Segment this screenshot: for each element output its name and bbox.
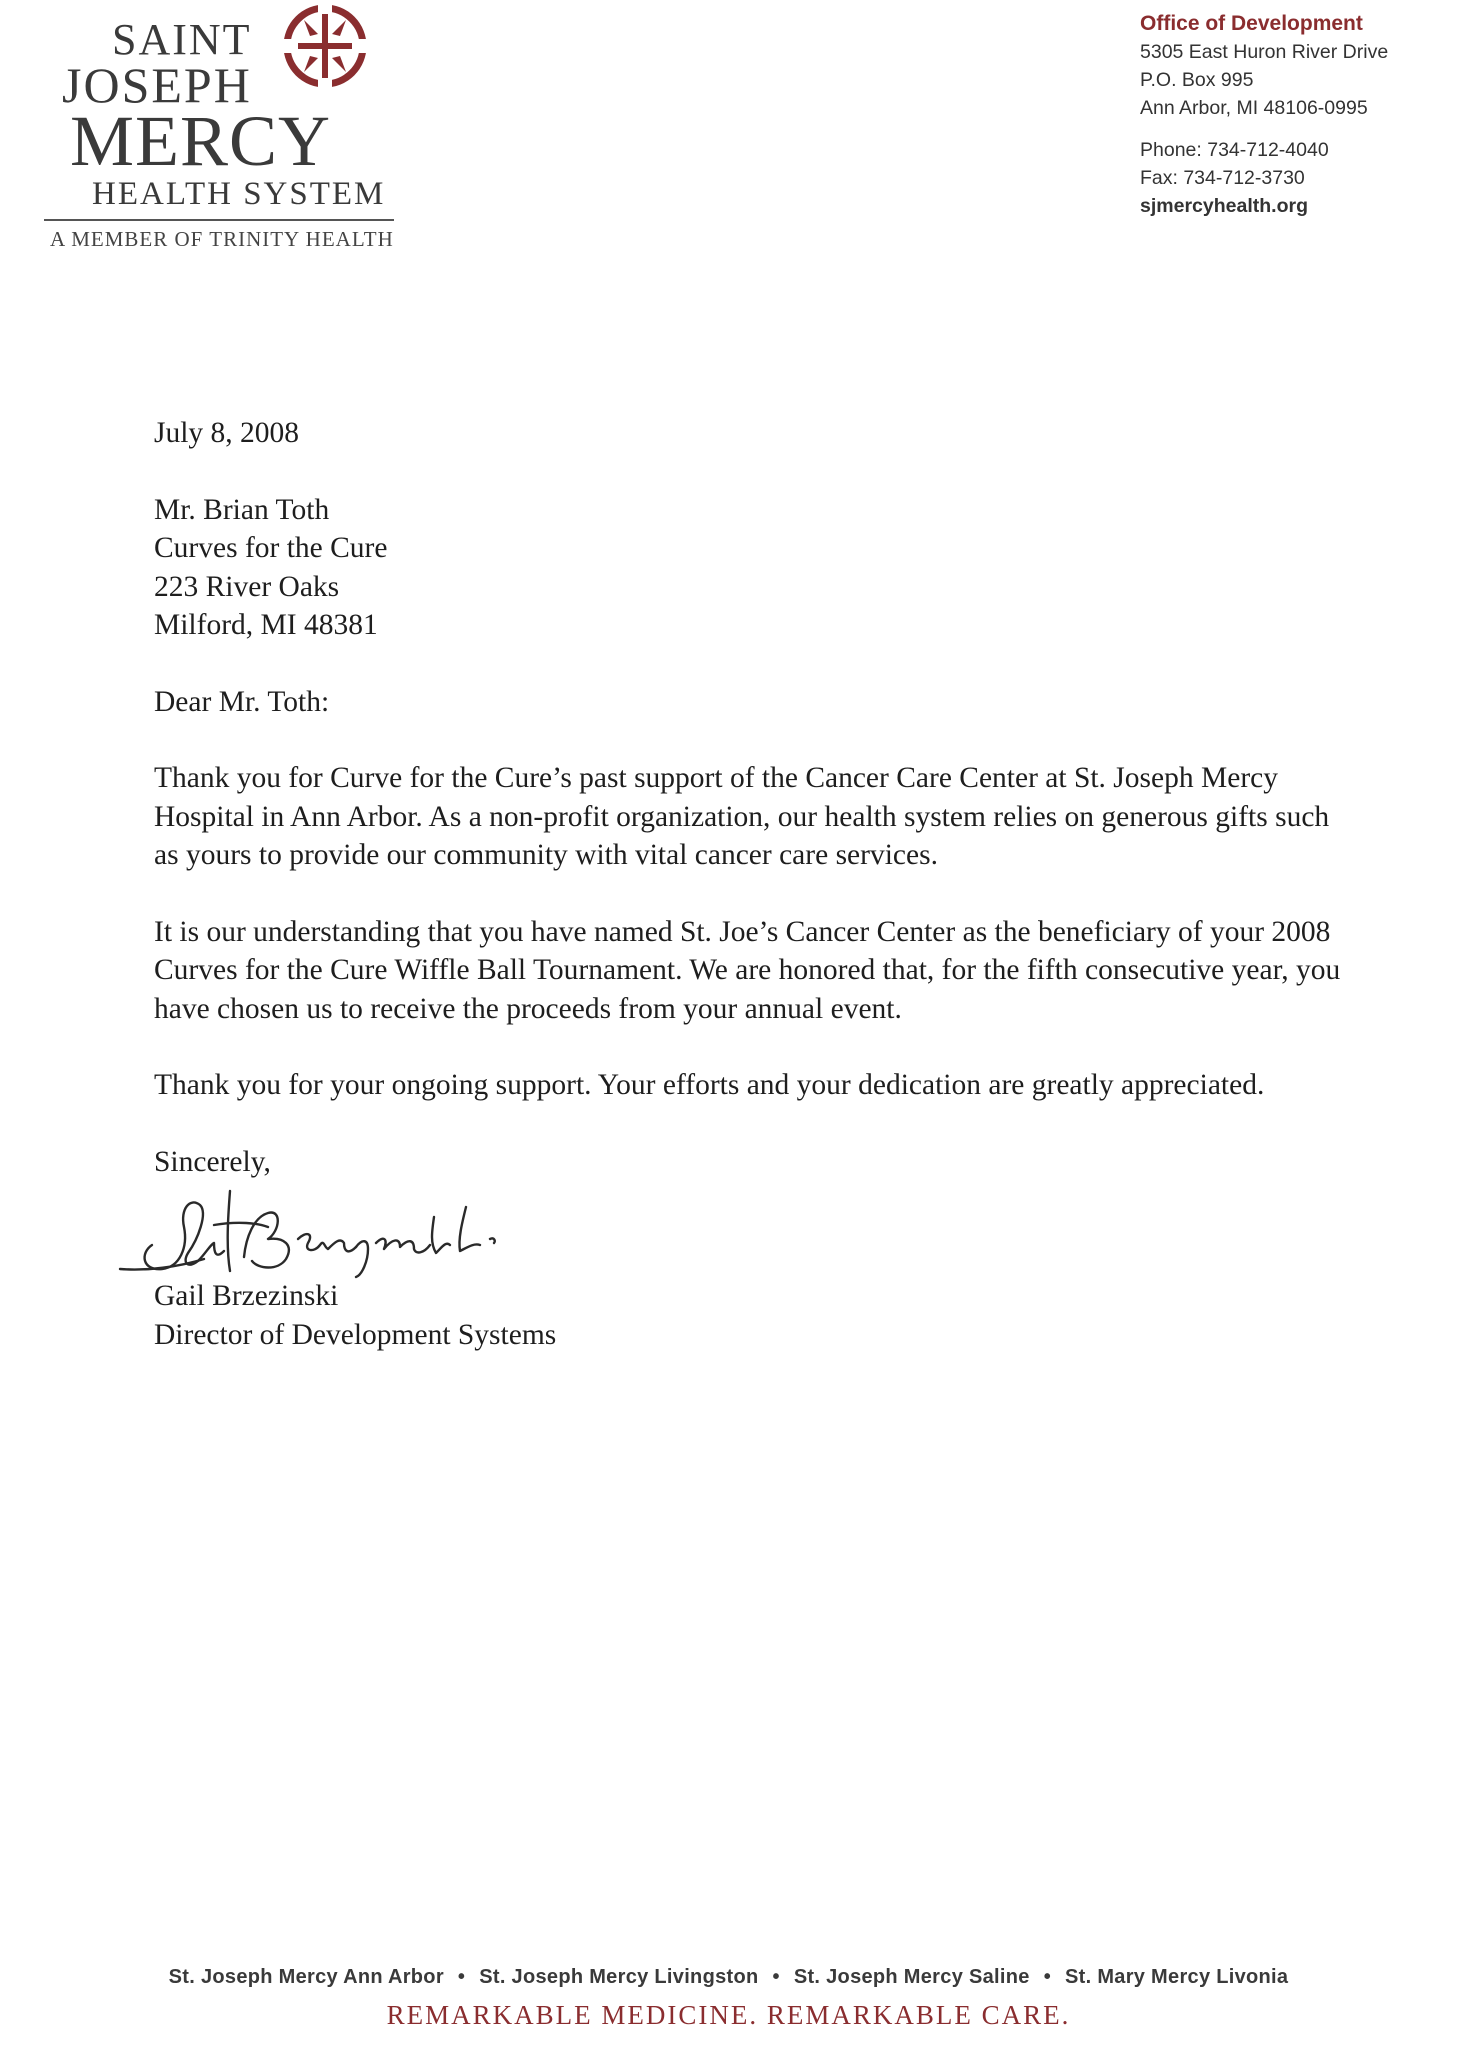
logo-line-saint: SAINT <box>112 15 252 64</box>
logo-divider <box>44 219 394 221</box>
letter-body <box>154 414 1354 1354</box>
recipient-line: Mr. Brian Toth <box>154 493 330 526</box>
handwritten-signature <box>154 1181 574 1277</box>
salutation: Dear Mr. Toth: <box>154 685 330 718</box>
body-paragraph: Thank you for Curve for the Cure’s past support of the Cancer Care Center at St. Joseph Mercy Hospital in Ann Arbor. As a non-profit organization, our health system relies on generous gifts such as yours to provide our community with vital cancer care services. <box>154 762 1330 871</box>
footer-separator: • <box>772 1966 780 1988</box>
office-address-line-1: 5305 East Huron River Drive <box>1140 41 1389 63</box>
closing: Sincerely, <box>154 1145 271 1178</box>
office-fax: Fax: 734-712-3730 <box>1140 167 1305 189</box>
footer-locations <box>0 1966 1457 1989</box>
recipient-address <box>154 491 1354 645</box>
recipient-line: Curves for the Cure <box>154 532 388 564</box>
body-paragraph: It is our understanding that you have named St. Joe’s Cancer Center as the beneficiary of your 2008 Curves for the Cure Wiffle Ball Tournament. We are honored that, for the fifth consecutive year, you have chosen us to receive the proceeds from your annual event. <box>154 915 1341 1025</box>
recipient-line: Milford, MI 48381 <box>154 609 378 641</box>
signer-title: Director of Development Systems <box>154 1318 557 1351</box>
logo-line-mercy: MERCY <box>70 101 332 181</box>
body-paragraph: Thank you for your ongoing support. Your efforts and your dedication are greatly appreciated. <box>154 1069 1265 1101</box>
footer-separator: • <box>1043 1966 1051 1988</box>
footer-location: St. Joseph Mercy Livingston <box>479 1966 759 1988</box>
footer-location: St. Mary Mercy Livonia <box>1065 1966 1289 1988</box>
office-contact-block <box>1140 10 1388 220</box>
logo-line-joseph: JOSEPH <box>62 57 252 113</box>
office-title: Office of Development <box>1140 12 1363 35</box>
office-address-line-2: P.O. Box 995 <box>1140 69 1254 91</box>
office-address-line-3: Ann Arbor, MI 48106-0995 <box>1140 97 1368 119</box>
office-website: sjmercyhealth.org <box>1140 195 1308 217</box>
cross-emblem-icon <box>280 0 370 92</box>
logo-line-health-system: HEALTH SYSTEM <box>92 176 386 212</box>
letter-date: July 8, 2008 <box>154 417 300 449</box>
logo-member-line: A MEMBER OF TRINITY HEALTH <box>50 227 394 251</box>
office-phone: Phone: 734-712-4040 <box>1140 139 1329 161</box>
footer-tagline: REMARKABLE MEDICINE. REMARKABLE CARE. <box>386 2000 1071 2030</box>
footer-location: St. Joseph Mercy Saline <box>793 1966 1030 1988</box>
signer-name: Gail Brzezinski <box>154 1280 339 1312</box>
recipient-line: 223 River Oaks <box>154 570 340 603</box>
footer-separator: • <box>457 1966 466 1988</box>
footer-location: St. Joseph Mercy Ann Arbor <box>168 1966 444 1988</box>
